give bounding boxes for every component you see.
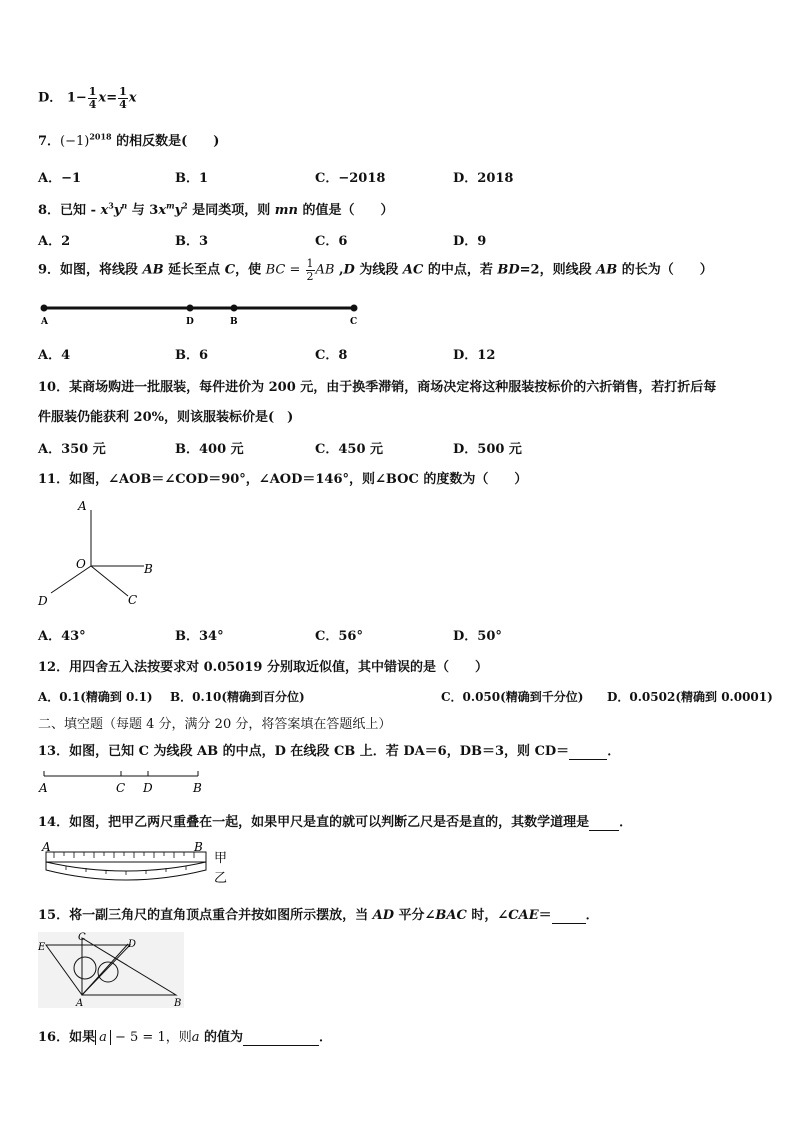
q11-angle-figure [36, 498, 166, 610]
q15-label-d: D [128, 939, 137, 950]
q11-label-b: B [144, 562, 153, 576]
q11-label-c: C [128, 593, 138, 607]
q11-option-c[interactable]: C．56° [315, 629, 363, 644]
q11-option-d[interactable]: D．50° [453, 629, 502, 644]
q8-option-c[interactable]: C．6 [315, 234, 348, 249]
absolute-value: a [95, 1030, 111, 1045]
q8-option-b[interactable]: B．3 [175, 234, 209, 249]
q15-label-c: C [78, 932, 86, 943]
section-2-title: 二、填空题（每题 4 分，满分 20 分，将答案填在答题纸上） [38, 717, 392, 732]
q13-label-b: B [193, 781, 202, 795]
q14-label-b: B [194, 840, 203, 854]
q14-ruler-figure [36, 840, 236, 890]
q11-option-a[interactable]: A．43° [38, 629, 86, 644]
q8-option-a[interactable]: A．2 [38, 234, 71, 249]
question-7: 7．$(-1)^{2018}$ 的相反数是( ) [38, 131, 220, 149]
q13-segment-figure [36, 768, 211, 796]
answer-blank[interactable] [569, 744, 607, 760]
q10-option-b[interactable]: B．400 元 [175, 442, 244, 457]
answer-blank[interactable] [552, 908, 586, 924]
q12-option-b[interactable]: B．0.10(精确到百分位) [170, 690, 305, 704]
q9-label-d: D [186, 317, 194, 327]
fraction: $\frac{1}{4}$ [88, 85, 97, 111]
q10-option-d[interactable]: D．500 元 [453, 442, 522, 457]
answer-blank[interactable] [243, 1030, 319, 1046]
q15-label-b: B [174, 998, 182, 1009]
q9-label-a: A [41, 317, 48, 327]
q15-triangles-figure [36, 930, 186, 1010]
question-8: 8．已知 - $x^3y^n$ 与 $3x^my^2$ 是同类项，则 mn 的值是（ ） [38, 200, 394, 218]
q7-option-c[interactable]: C．−2018 [315, 171, 386, 186]
question-15: 15．将一副三角尺的直角顶点重合并按如图所示摆放，当 AD 平分∠BAC 时，∠CAE＝ ． [38, 908, 599, 923]
q10-option-a[interactable]: A．350 元 [38, 442, 106, 457]
answer-blank[interactable] [589, 815, 619, 831]
q6-option-d[interactable]: D． 1− $\frac{1}{4}$ x= $\frac{1}{4}$ x [38, 85, 137, 111]
fraction: $\frac{1}{4}$ [119, 85, 127, 111]
q13-label-d: D [143, 781, 153, 795]
q9-label-b: B [230, 317, 238, 327]
q9-segment-figure [36, 298, 366, 328]
q9-option-b[interactable]: B．6 [175, 348, 209, 363]
q11-option-b[interactable]: B．34° [175, 629, 224, 644]
q13-label-c: C [116, 781, 126, 795]
q12-option-c[interactable]: C．0.050(精确到千分位) [441, 690, 584, 704]
q14-label-a: A [42, 840, 51, 854]
fraction: $\frac{1}{2}$ [306, 257, 314, 283]
question-16: 16．如果 a − 5 = 1，则a 的值为 ． [38, 1030, 333, 1045]
q12-option-d[interactable]: D．0.0502(精确到 0.0001) [607, 690, 773, 704]
q7-option-a[interactable]: A．−1 [38, 171, 82, 186]
q8-option-d[interactable]: D．9 [453, 234, 487, 249]
q14-label-yi: 乙 [214, 871, 228, 886]
q15-label-a: A [76, 998, 84, 1009]
question-10-line1: 10．某商场购进一批服装，每件进价为 200 元，由于换季滞销，商场决定将这种服装按标价的六折销售，若打折后每 [38, 380, 717, 395]
question-11: 11．如图，∠AOB＝∠COD＝90°，∠AOD＝146°，则∠BOC 的度数为（ ） [38, 472, 528, 487]
q15-label-e: E [38, 942, 46, 953]
q11-label-o: O [76, 557, 86, 571]
q14-label-jia: 甲 [214, 851, 228, 866]
q9-label-c: C [350, 317, 358, 327]
q7-option-d[interactable]: D．2018 [453, 171, 514, 186]
q9-option-a[interactable]: A．4 [38, 348, 71, 363]
question-10-line2: 件服装仍能获利 20%，则该服装标价是( ) [38, 410, 294, 425]
question-12: 12．用四舍五入法按要求对 0.05019 分别取近似值，其中错误的是（ ） [38, 660, 488, 675]
q13-label-a: A [39, 781, 48, 795]
q7-option-b[interactable]: B．1 [175, 171, 209, 186]
q10-option-c[interactable]: C．450 元 [315, 442, 384, 457]
q11-label-d: D [38, 594, 48, 608]
question-13: 13．如图，已知 C 为线段 AB 的中点，D 在线段 CB 上．若 DA＝6，DB＝3，则 CD＝ ． [38, 744, 621, 759]
question-9: 9．如图，将线段 AB 延长至点 C，使 BC = $\frac{1}{2}$ AB ,D 为线段 AC 的中点，若 BD=2，则线段 AB 的长为（ ） [38, 257, 713, 283]
q12-option-a[interactable]: A．0.1(精确到 0.1) [38, 690, 153, 704]
question-14: 14．如图，把甲乙两尺重叠在一起，如果甲尺是直的就可以判断乙尺是否是直的，其数学道理是 ． [38, 815, 633, 830]
q11-label-a: A [78, 499, 87, 513]
q9-option-d[interactable]: D．12 [453, 348, 496, 363]
q9-option-c[interactable]: C．8 [315, 348, 348, 363]
